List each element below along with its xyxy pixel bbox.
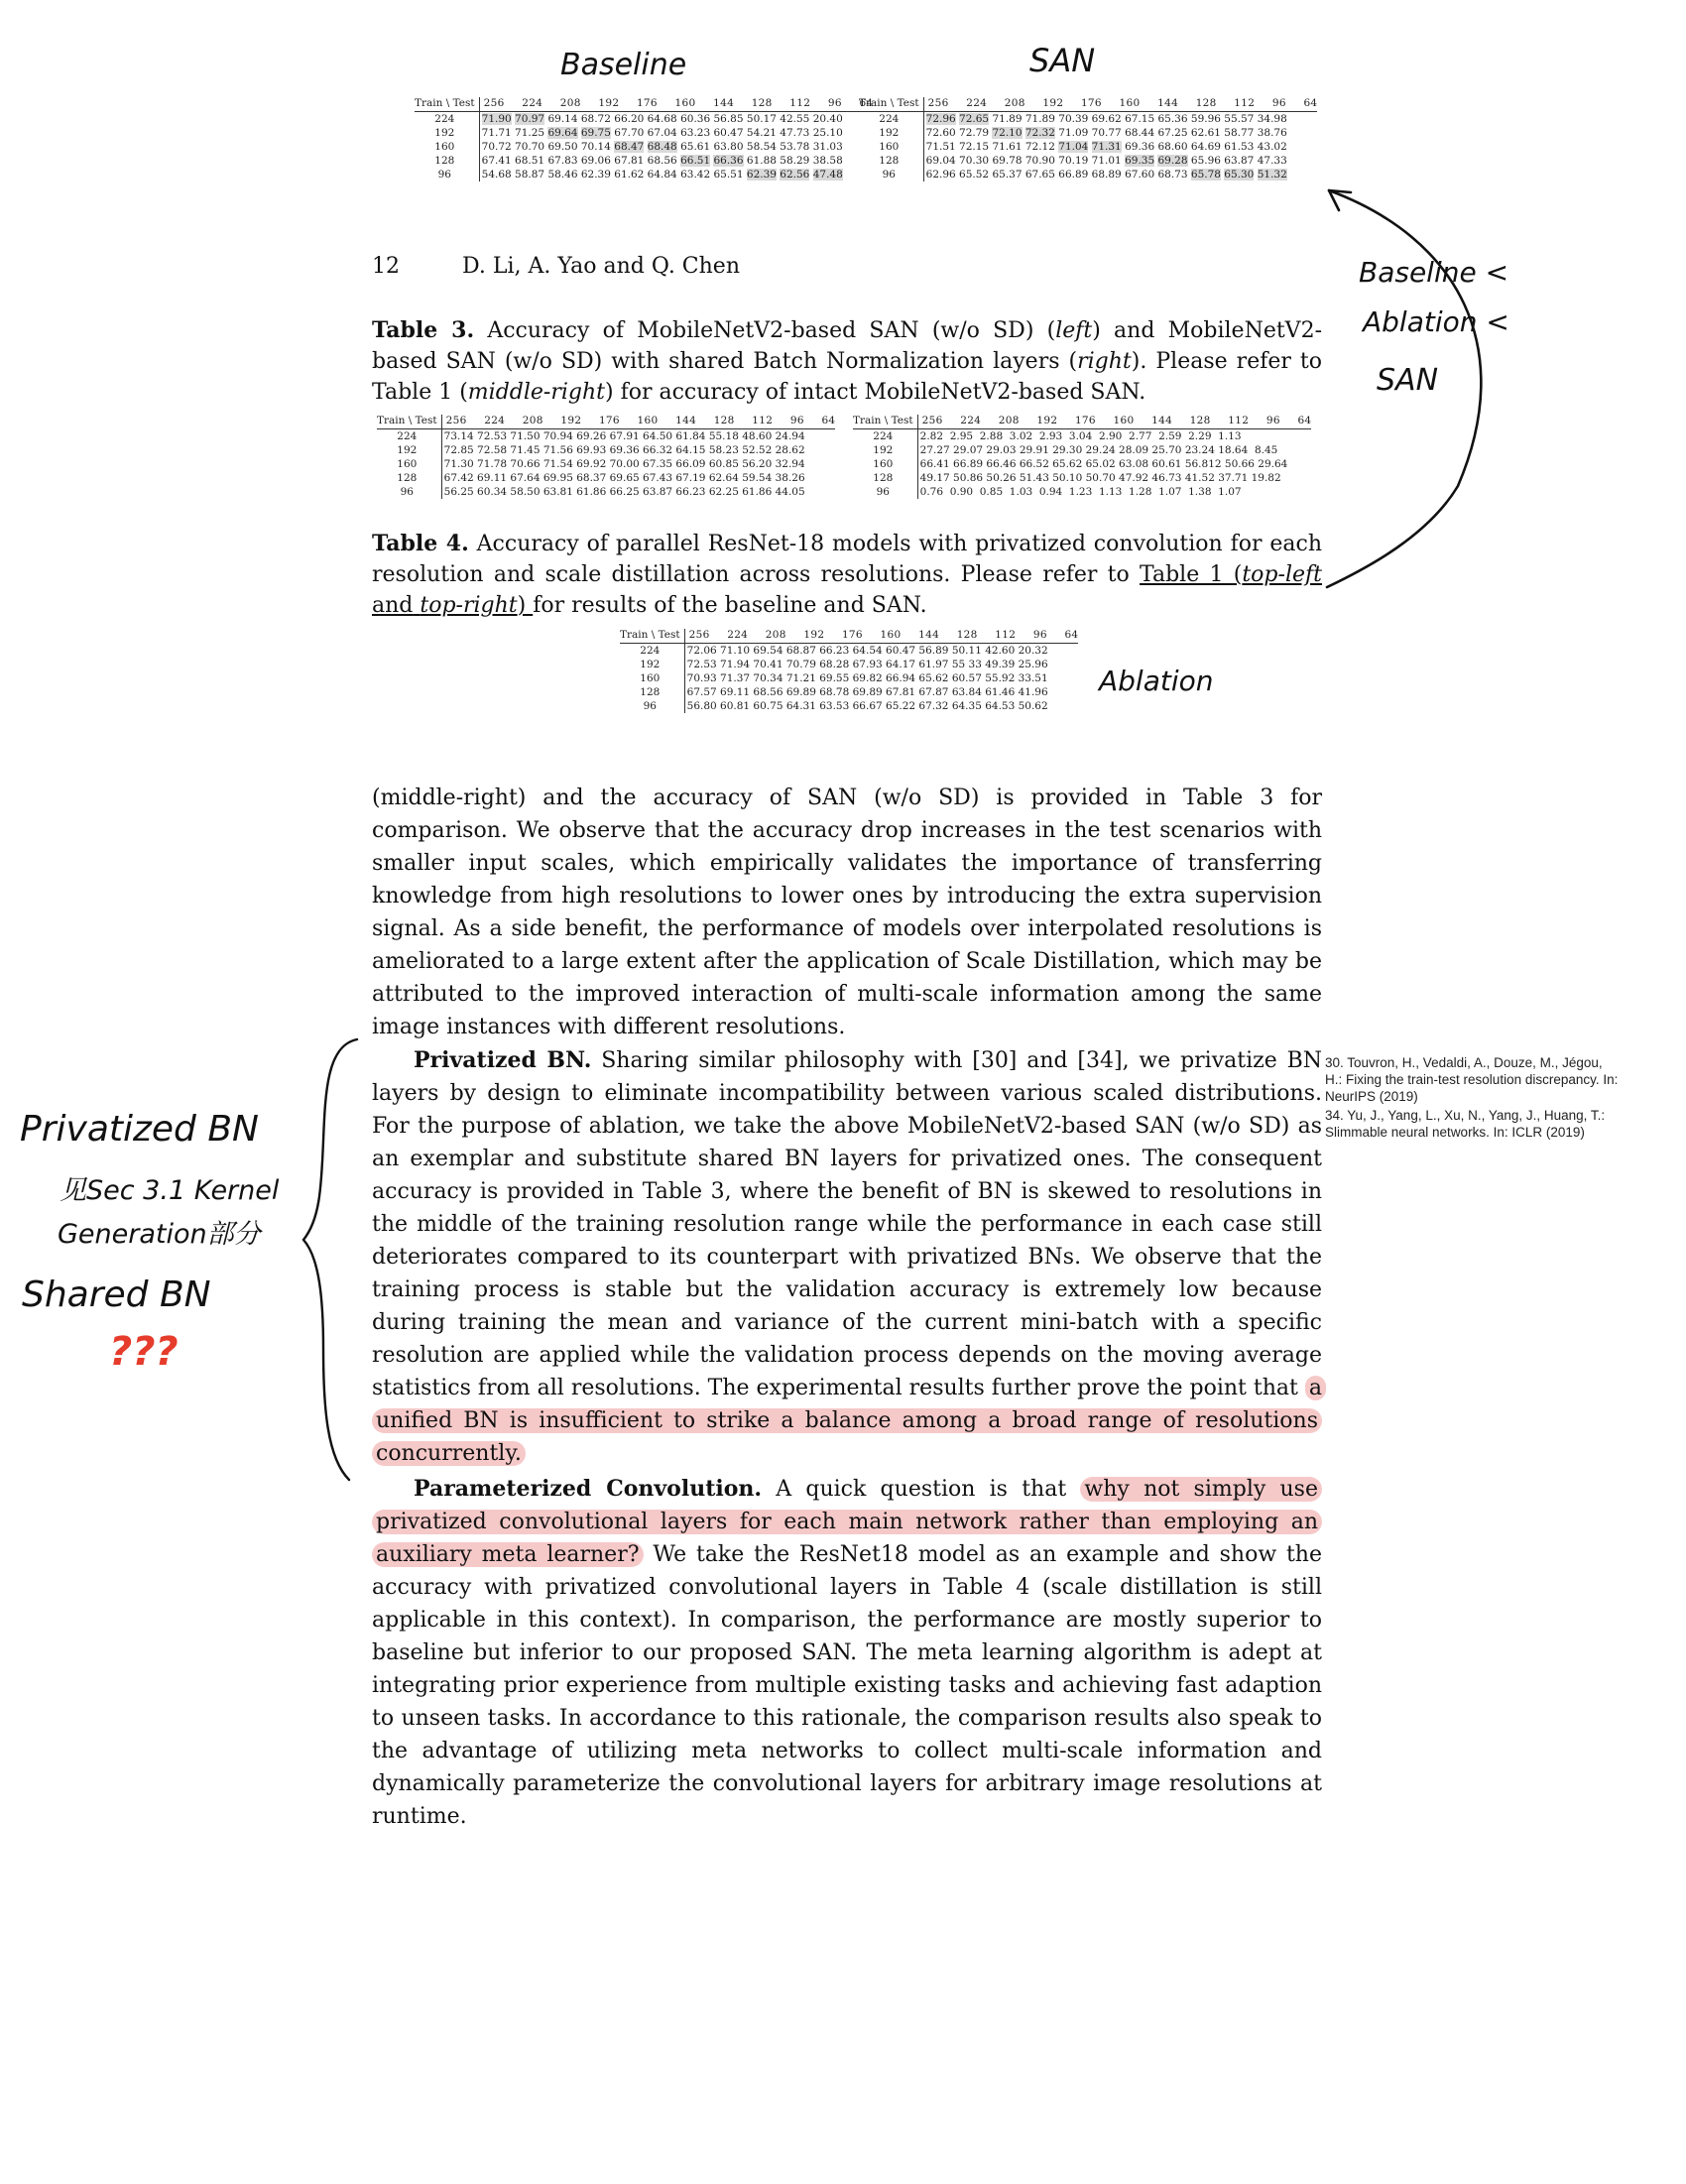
table-row (377, 471, 835, 485)
table-header-columns: 256 224 208 192 176 160 144 128 112 96 64 (479, 97, 873, 112)
row-values (923, 140, 1317, 154)
handwritten-privatized-bn: Privatized BN (20, 1109, 259, 1150)
table-cell: 68.51 (515, 155, 545, 167)
row-values: 67.42 69.11 67.64 69.95 68.37 69.65 67.43 67.19 62.64 59.54 38.26 (443, 472, 805, 484)
handwritten-order-line-1: Baseline < (1359, 256, 1509, 289)
row-header: 160 (853, 457, 917, 471)
table-cell: 62.39 (746, 169, 777, 181)
table-cell: 71.31 (1091, 141, 1122, 153)
row-values: 27.27 29.07 29.03 29.91 29.30 29.24 28.09 25.70 23.24 18.64 8.45 (919, 444, 1278, 456)
table-header-corner: Train \ Test (859, 97, 923, 112)
row-header: 224 (377, 429, 441, 444)
table-cell: 25.10 (812, 127, 843, 139)
table-cell: 72.12 (1024, 141, 1055, 153)
table-cell: 51.32 (1257, 169, 1287, 181)
parameterized-convolution-text: A quick question is that (762, 1477, 1081, 1502)
table-cell: 69.14 (547, 113, 578, 125)
table-row (415, 126, 873, 140)
caption-text: ). Please refer to Table 1 ( (372, 349, 1322, 405)
caption-text: ) and MobileNetV2-based SAN (w/o SD) with shared Batch Normalization layers ( (372, 318, 1323, 374)
table-cell: 71.71 (481, 127, 512, 139)
table-cell: 64.68 (647, 113, 677, 125)
table-cell: 55.57 (1224, 113, 1255, 125)
handwritten-order-line-2: Ablation < (1363, 305, 1509, 338)
table-header-corner: Train \ Test (853, 415, 917, 429)
handwritten-brace (298, 1031, 377, 1488)
table-cell: 62.56 (780, 169, 810, 181)
side-reference-30: 30. Touvron, H., Vedaldi, A., Douze, M., Jégou, H.: Fixing the train-test resolution discrepancy. In: NeurIPS (2019) (1325, 1055, 1619, 1104)
table-cell: 62.61 (1190, 127, 1221, 139)
handwritten-ablation-label: Ablation (1099, 665, 1214, 697)
table-cell: 71.89 (1024, 113, 1055, 125)
table-cell: 64.84 (647, 169, 677, 181)
row-values: 56.25 60.34 58.50 63.81 61.86 66.25 63.87 66.23 62.25 61.86 44.05 (443, 486, 805, 498)
table-cell: 64.69 (1190, 141, 1221, 153)
table-cell: 65.30 (1224, 169, 1255, 181)
row-values (923, 154, 1317, 168)
table-cell: 58.77 (1224, 127, 1255, 139)
table-cell: 58.54 (746, 141, 777, 153)
table-cell: 70.97 (515, 113, 545, 125)
caption-text: Accuracy of MobileNetV2-based SAN (w/o SD) ( (474, 318, 1056, 343)
row-values: 72.53 71.94 70.41 70.79 68.28 67.93 64.17 61.97 55 33 49.39 25.96 (686, 659, 1048, 670)
table-cell: 66.36 (713, 155, 744, 167)
row-header: 224 (415, 112, 479, 127)
table-cell: 71.51 (925, 141, 956, 153)
table-row (377, 443, 835, 457)
table-cell: 59.96 (1190, 113, 1221, 125)
table-row (377, 485, 835, 499)
table-cell: 63.87 (1224, 155, 1255, 167)
table1-link[interactable]: Table 1 (top-left and top-right) (372, 562, 1322, 618)
table-cell: 72.65 (959, 113, 990, 125)
table-cell: 72.96 (925, 113, 956, 125)
table-cell: 60.36 (680, 113, 711, 125)
table-row (859, 154, 1317, 168)
table-row (620, 644, 1078, 659)
caption-italic: right (1077, 349, 1132, 374)
table-cell: 65.52 (959, 169, 990, 181)
row-header: 224 (620, 644, 684, 659)
body-paragraph-privatized-bn (372, 1044, 1322, 1470)
table-cell: 47.48 (812, 169, 843, 181)
table-cell: 72.15 (959, 141, 990, 153)
table3-left (377, 415, 835, 499)
row-header: 224 (853, 429, 917, 444)
row-header: 128 (859, 154, 923, 168)
row-header: 96 (859, 168, 923, 182)
row-header: 192 (859, 126, 923, 140)
table3-right-wrap (853, 415, 1311, 499)
row-header: 96 (620, 699, 684, 713)
table-cell: 50.17 (746, 113, 777, 125)
table-cell: 70.19 (1058, 155, 1089, 167)
table4-wrap (620, 629, 1078, 713)
table-cell: 65.61 (680, 141, 711, 153)
handwritten-shared-bn: Shared BN (22, 1274, 211, 1315)
caption-italic: left (1055, 318, 1093, 343)
table-cell: 66.89 (1058, 169, 1089, 181)
table3-caption (372, 315, 1322, 408)
table-cell: 53.78 (780, 141, 810, 153)
row-header: 128 (377, 471, 441, 485)
table-cell: 31.03 (812, 141, 843, 153)
table-cell: 71.89 (992, 113, 1023, 125)
table3-label: Table 3. (372, 317, 475, 343)
row-values: 67.57 69.11 68.56 69.89 68.78 69.89 67.81 67.87 63.84 61.46 41.96 (686, 686, 1048, 698)
row-values: 73.14 72.53 71.50 70.94 69.26 67.91 64.50 61.84 55.18 48.60 24.94 (443, 430, 805, 442)
table-cell: 62.39 (580, 169, 611, 181)
privatized-bn-text: Sharing similar philosophy with [30] and [34], we privatize BN layers by design to eliminate incompatibility between various scaled distributions. For the purpose of ablation, we take the above MobileNetV2-based SAN (w/o SD) as an exemplar and substitute shared BN layers for privatized ones. The consequent accuracy is provided in Table 3, where the benefit of BN is skewed to resolutions in the middle of the training resolution range while the performance in each case still deteriorates compared to its counterpart with privatized BNs. We observe that the training process is stable but the validation accuracy is extremely low because during training the mean and variance of the current mini-batch with a specific resolution are applied while the validation process depends on the moving average statistics from all resolutions. The experimental results further prove the point that (372, 1048, 1322, 1400)
row-header: 96 (377, 485, 441, 499)
highlight-unified-bn: a unified BN is insufficient to strike a balance among a broad range of resolutions concurrently. (372, 1376, 1326, 1466)
row-values (479, 140, 873, 154)
table-cell: 68.73 (1157, 169, 1188, 181)
table-cell: 69.62 (1091, 113, 1122, 125)
table-cell: 70.14 (580, 141, 611, 153)
row-header: 160 (415, 140, 479, 154)
table-cell: 65.37 (992, 169, 1023, 181)
table-cell: 69.75 (580, 127, 611, 139)
handwritten-baseline-label: Baseline (560, 48, 687, 82)
top-left-table (415, 97, 873, 182)
row-values: 56.80 60.81 60.75 64.31 63.53 66.67 65.22 67.32 64.35 64.53 50.62 (686, 700, 1048, 712)
table-cell: 63.80 (713, 141, 744, 153)
table-cell: 72.79 (959, 127, 990, 139)
side-references (1325, 1054, 1623, 1141)
row-values: 66.41 66.89 66.46 66.52 65.62 65.02 63.08 60.61 56.812 50.66 29.64 (919, 458, 1288, 470)
table-cell: 66.51 (680, 155, 711, 167)
table-cell: 70.70 (515, 141, 545, 153)
caption-text: Accuracy of parallel ResNet-18 models with privatized convolution for each resolution and scale distillation across resolutions. Please refer to (372, 532, 1323, 587)
table-cell: 69.28 (1157, 155, 1188, 167)
table-row (853, 443, 1311, 457)
table-cell: 67.70 (614, 127, 645, 139)
table-header-corner: Train \ Test (377, 415, 441, 429)
table-cell: 47.33 (1257, 155, 1287, 167)
running-head: D. Li, A. Yao and Q. Chen (462, 254, 740, 279)
row-header: 160 (620, 671, 684, 685)
table4-label: Table 4. (372, 531, 469, 556)
top-left-table-wrap (415, 97, 873, 182)
table-header-corner: Train \ Test (620, 629, 684, 644)
table-row (377, 457, 835, 471)
table-row (859, 126, 1317, 140)
table-cell: 72.60 (925, 127, 956, 139)
body-paragraph-1: (middle-right) and the accuracy of SAN (w/o SD) is provided in Table 3 for comparison. We observe that the accuracy drop increases in the test scenarios with smaller input scales, which empirically validates the importance of transferring knowledge from high resolutions to lower ones by introducing the extra supervision signal. As a side benefit, the performance of models over interpolated resolutions is ameliorated to a large extent after the application of Scale Distillation, which may be attributed to the improved interaction of multi-scale information among the same image instances with different resolutions. (372, 786, 1322, 1039)
privatized-bn-heading: Privatized BN. (414, 1047, 592, 1073)
table-cell: 67.25 (1157, 127, 1188, 139)
table-cell: 67.60 (1125, 169, 1155, 181)
table-cell: 61.88 (746, 155, 777, 167)
table-cell: 69.36 (1125, 141, 1155, 153)
table-row (415, 154, 873, 168)
table-cell: 72.10 (992, 127, 1023, 139)
row-values (479, 126, 873, 140)
table-header-columns: 256 224 208 192 176 160 144 128 112 96 64 (923, 97, 1317, 112)
table-cell: 63.42 (680, 169, 711, 181)
table-cell: 71.04 (1058, 141, 1089, 153)
table-cell: 60.47 (713, 127, 744, 139)
table-cell: 70.77 (1091, 127, 1122, 139)
table-cell: 70.72 (481, 141, 512, 153)
table-cell: 54.21 (746, 127, 777, 139)
table-cell: 72.32 (1024, 127, 1055, 139)
table-cell: 67.04 (647, 127, 677, 139)
highlight-why-not: why not simply use privatized convolutional layers for each main network rather than employing an auxiliary meta learner? (372, 1477, 1322, 1567)
row-header: 128 (853, 471, 917, 485)
table-cell: 71.09 (1058, 127, 1089, 139)
row-header: 224 (859, 112, 923, 127)
table-cell: 69.50 (547, 141, 578, 153)
table-row (377, 429, 835, 444)
row-values (479, 168, 873, 182)
top-right-table-wrap (859, 97, 1317, 182)
row-values: 2.82 2.95 2.88 3.02 2.93 3.04 2.90 2.77 2.59 2.29 1.13 (919, 430, 1242, 442)
handwritten-generation: Generation部分 (58, 1219, 261, 1250)
table3-right (853, 415, 1311, 499)
table-row (859, 140, 1317, 154)
table-cell: 68.60 (1157, 141, 1188, 153)
table-row (415, 168, 873, 182)
table-cell: 70.39 (1058, 113, 1089, 125)
table-row (620, 685, 1078, 699)
table-cell: 38.76 (1257, 127, 1287, 139)
table-cell: 67.81 (614, 155, 645, 167)
table-header-columns: 256 224 208 192 176 160 144 128 112 96 64 (917, 415, 1311, 429)
table-cell: 68.48 (647, 141, 677, 153)
table-cell: 61.53 (1224, 141, 1255, 153)
row-header: 96 (853, 485, 917, 499)
table-cell: 58.46 (547, 169, 578, 181)
table-cell: 61.62 (614, 169, 645, 181)
table-cell: 68.44 (1125, 127, 1155, 139)
row-header: 128 (415, 154, 479, 168)
table-cell: 58.29 (780, 155, 810, 167)
row-header: 160 (377, 457, 441, 471)
table-cell: 42.55 (780, 113, 810, 125)
row-values (923, 126, 1317, 140)
table-row (415, 140, 873, 154)
handwritten-sec-ref: 见Sec 3.1 Kernel (60, 1175, 280, 1206)
row-values (479, 112, 873, 127)
table-cell: 65.78 (1190, 169, 1221, 181)
handwritten-san-label: SAN (1029, 42, 1096, 79)
table-cell: 68.56 (647, 155, 677, 167)
table-cell: 65.51 (713, 169, 744, 181)
row-values (479, 154, 873, 168)
handwritten-order-line-3: SAN (1377, 363, 1439, 398)
row-values (923, 112, 1317, 127)
table-row (620, 671, 1078, 685)
table-cell: 58.87 (515, 169, 545, 181)
caption-italic: middle-right (467, 380, 605, 405)
handwritten-arrow (1309, 179, 1567, 595)
page-number: 12 (372, 254, 400, 279)
table-cell: 68.72 (580, 113, 611, 125)
parameterized-convolution-heading: Parameterized Convolution. (414, 1476, 763, 1502)
parameterized-convolution-text: We take the ResNet18 model as an example and show the accuracy with privatized convolutional layers in Table 4 (scale distillation is still applicable in this context). In comparison, the performance are mostly superior to baseline but inferior to our proposed SAN. The meta learning algorithm is adept at integrating prior experience from multiple existing tasks and achieving fast adaption to unseen tasks. In accordance to this rationale, the comparison results also speak to the advantage of utilizing meta networks to collect multi-scale information and dynamically parameterize the convolutional layers for arbitrary image resolutions at runtime. (372, 1542, 1322, 1829)
table-row (853, 485, 1311, 499)
table-row (859, 168, 1317, 182)
table-cell: 69.78 (992, 155, 1023, 167)
table-cell: 67.83 (547, 155, 578, 167)
caption-text: for results of the baseline and SAN. (533, 593, 927, 618)
table-cell: 69.64 (547, 127, 578, 139)
table-row (620, 699, 1078, 713)
table-row (853, 429, 1311, 444)
table-row (853, 457, 1311, 471)
table-cell: 38.58 (812, 155, 843, 167)
row-values: 49.17 50.86 50.26 51.43 50.10 50.70 47.92 46.73 41.52 37.71 19.82 (919, 472, 1281, 484)
table-header-columns: 256 224 208 192 176 160 144 128 112 96 64 (684, 629, 1078, 644)
table-cell: 71.90 (481, 113, 512, 125)
body-paragraph-parameterized-convolution (372, 1473, 1322, 1833)
row-header: 160 (859, 140, 923, 154)
row-header: 128 (620, 685, 684, 699)
table-cell: 54.68 (481, 169, 512, 181)
table-cell: 69.35 (1125, 155, 1155, 167)
table-row (853, 471, 1311, 485)
table-cell: 62.96 (925, 169, 956, 181)
table-cell: 43.02 (1257, 141, 1287, 153)
table-cell: 68.47 (614, 141, 645, 153)
caption-text: ) for accuracy of intact MobileNetV2-based SAN. (605, 380, 1146, 405)
row-header: 192 (620, 658, 684, 671)
side-reference-34: 34. Yu, J., Yang, L., Xu, N., Yang, J., Huang, T.: Slimmable neural networks. In: ICLR (2019) (1325, 1108, 1606, 1140)
table-header-columns: 256 224 208 192 176 160 144 128 112 96 64 (441, 415, 835, 429)
row-values: 71.30 71.78 70.66 71.54 69.92 70.00 67.35 66.09 60.85 56.20 32.94 (443, 458, 805, 470)
table-cell: 71.61 (992, 141, 1023, 153)
table-cell: 69.06 (580, 155, 611, 167)
row-values: 70.93 71.37 70.34 71.21 69.55 69.82 66.94 65.62 60.57 55.92 33.51 (686, 672, 1048, 684)
table-cell: 66.20 (614, 113, 645, 125)
table-cell: 34.98 (1257, 113, 1287, 125)
row-values (923, 168, 1317, 182)
table-row (415, 112, 873, 127)
table-cell: 68.89 (1091, 169, 1122, 181)
table-cell: 65.36 (1157, 113, 1188, 125)
row-header: 192 (853, 443, 917, 457)
table-cell: 70.90 (1024, 155, 1055, 167)
handwritten-question-marks: ??? (109, 1329, 179, 1375)
table-cell: 71.25 (515, 127, 545, 139)
table-cell: 63.23 (680, 127, 711, 139)
table-cell: 65.96 (1190, 155, 1221, 167)
row-header: 192 (377, 443, 441, 457)
table-cell: 47.73 (780, 127, 810, 139)
row-values: 72.06 71.10 69.54 68.87 66.23 64.54 60.47 56.89 50.11 42.60 20.32 (686, 645, 1048, 657)
table-cell: 67.41 (481, 155, 512, 167)
table-row (620, 658, 1078, 671)
table-header-corner: Train \ Test (415, 97, 479, 112)
top-right-table (859, 97, 1317, 182)
table-cell: 70.30 (959, 155, 990, 167)
table3-left-wrap (377, 415, 835, 499)
row-header: 192 (415, 126, 479, 140)
table4 (620, 629, 1078, 713)
table4-caption (372, 529, 1322, 621)
row-values: 0.76 0.90 0.85 1.03 0.94 1.23 1.13 1.28 1.07 1.38 1.07 (919, 486, 1242, 498)
row-header: 96 (415, 168, 479, 182)
table-cell: 67.15 (1125, 113, 1155, 125)
table-cell: 56.85 (713, 113, 744, 125)
table-cell: 67.65 (1024, 169, 1055, 181)
row-values: 72.85 72.58 71.45 71.56 69.93 69.36 66.32 64.15 58.23 52.52 28.62 (443, 444, 805, 456)
table-cell: 69.04 (925, 155, 956, 167)
table-row (859, 112, 1317, 127)
table-cell: 20.40 (812, 113, 843, 125)
table-cell: 71.01 (1091, 155, 1122, 167)
